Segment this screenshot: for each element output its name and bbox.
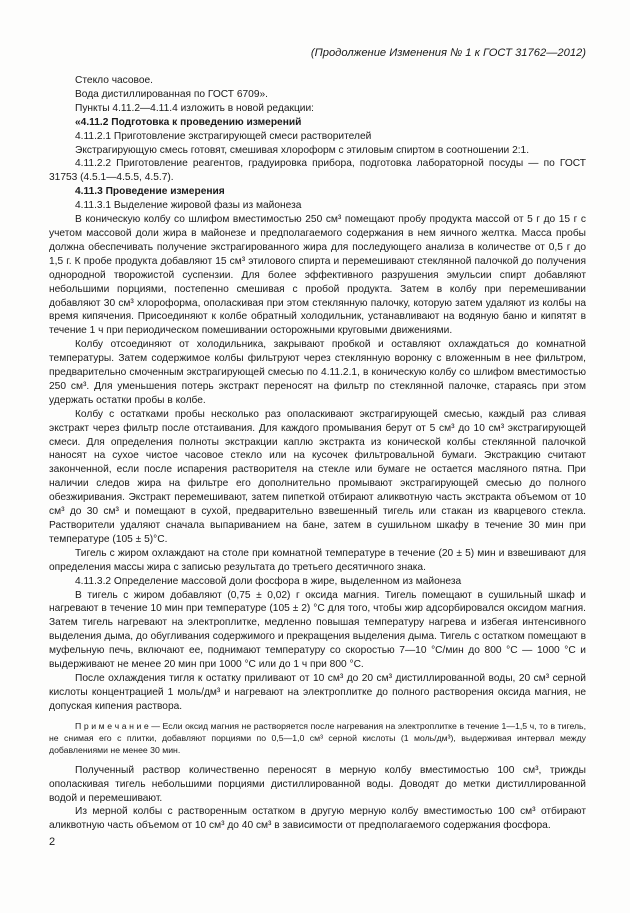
paragraph-list bbox=[49, 74, 586, 714]
paragraph: 4.11.3.2 Определение массовой доли фосфора в жире, выделенном из майонеза bbox=[75, 575, 462, 587]
running-header: (Продолжение Изменения № 1 к ГОСТ 31762—2012) bbox=[310, 47, 586, 59]
paragraph: Пункты 4.11.2—4.11.4 изложить в новой редакции: bbox=[75, 102, 314, 114]
page-number: 2 bbox=[49, 836, 56, 848]
paragraph-list-after-note bbox=[49, 764, 586, 834]
note: П р и м е ч а н и е — Если оксид магния не растворяется после нагревания на электроплитке в течение 1—1,5 ч, то в тигель, не снимая его с плитки, добавляют порциями по 0,5—1,0 см³ серной кислоты (1 моль/дм³), выдерживая интервал между добавлениями не менее 30 мин. bbox=[49, 720, 586, 755]
section-heading: 4.11.3 Проведение измерения bbox=[75, 186, 225, 198]
paragraph: После охлаждения тигля к остатку приливают от 10 см³ до 20 см³ дистиллированной воды, 20 см³ серной кислоты концентрацией 1 моль/дм³ и нагревают на электроплитке до полного растворения оксида магния, не допуская кипения раствора. bbox=[49, 672, 586, 712]
paragraph: Экстрагирующую смесь готовят, смешивая хлороформ с этиловым спиртом в соотношении 2:1. bbox=[75, 144, 530, 156]
paragraph: Колбу с остатками пробы несколько раз ополаскивают экстрагирующей смесью, каждый раз сливая экстракт через фильтр после отстаивания. Для каждого промывания берут от 5 см³ до 10 см³ экстрагирующей смеси. Для определения полноты экстракции каплю экстракта из конической колбы стеклянной палочкой наносят на сухое чистое часовое стекло или на кусочек фильтровальной бумаги. Экстракцию считают законченной, если после испарения растворителя на стекле или бумаге не остается масляного пятна. При наличии следов жира на фильтре его дополнительно промывают экстрагирующей смесью до полного обезжиривания. Экстракт перемешивают, затем пипеткой отбирают аликвотную часть экстракта объемом от 10 см³ до 30 см³ и помещают в сухой, предварительно взвешенный тигель или стакан из кварцевого стекла. Растворители удаляют сначала выпариванием на бане, затем в сушильном шкафу в течение 30 мин при температуре (105 ± 5)°С. bbox=[49, 408, 586, 545]
paragraph: Вода дистиллированная по ГОСТ 6709». bbox=[75, 88, 269, 100]
paragraph: Стекло часовое. bbox=[75, 75, 154, 86]
paragraph: Колбу отсоединяют от холодильника, закрывают пробкой и оставляют охлаждаться до комнатной температуры. Затем содержимое колбы фильтруют через стеклянную воронку с вложенным в нее фильтром, предварительно смоченным экстрагирующей смесью по 4.11.2.1, в коническую колбу со шлифом вместимостью 250 см³. Для уменьшения потерь экстракт переносят на фильтр по стеклянной палочке, стараясь при этом удержать остатки пробы в колбе. bbox=[49, 339, 586, 406]
paragraph: 4.11.2.2 Приготовление реагентов, градуировка прибора, подготовка лабораторной посуды — по ГОСТ 31753 (4.5.1—4.5.5, 4.5.7). bbox=[49, 158, 586, 184]
section-heading: «4.11.2 Подготовка к проведению измерений bbox=[75, 116, 302, 128]
paragraph: Тигель с жиром охлаждают на столе при комнатной температуре в течение (20 ± 5) мин и взвешивают для определения массы жира с записью результата до третьего десятичного знака. bbox=[49, 547, 586, 573]
paragraph: Из мерной колбы с растворенным остатком в другую мерную колбу вместимостью 100 см³ отбирают аликвотную часть объемом от 10 см³ до 40 см³ в зависимости от предполагаемого содержания фосфора. bbox=[49, 806, 586, 832]
paragraph: Полученный раствор количественно переносят в мерную колбу вместимостью 100 см³, трижды ополаскивая тигель небольшими порциями дистиллированной воды. Доводят до метки дистиллированной водой и перемешивают. bbox=[49, 764, 586, 804]
document-body bbox=[49, 74, 586, 833]
paragraph: В тигель с жиром добавляют (0,75 ± 0,02) г оксида магния. Тигель помещают в сушильный шкаф и нагревают в течение 10 мин при температуре (105 ± 2) °С для того, чтобы жир адсорбировался оксидом магния. Затем тигель нагревают на электроплитке, медленно повышая температуру нагрева и избегая интенсивного выделения дыма, до обугливания содержимого и прекращения выделения дыма. Тигель с остатком помещают в муфельную печь, включают ее, поднимают температуру со скоростью 7—10 °С/мин до 800 °С — 1000 °С и выдерживают не менее 20 мин при 1000 °С или до 1 ч при 800 °С. bbox=[49, 589, 586, 671]
paragraph: 4.11.3.1 Выделение жировой фазы из майонеза bbox=[75, 200, 302, 212]
paragraph: В коническую колбу со шлифом вместимостью 250 см³ помещают пробу продукта массой от 5 г до 15 г с учетом массовой доли жира в майонезе и предполагаемого содержания в нем яичного желтка. Масса пробы должна обеспечивать получение экстрагированного жира для последующего анализа в количестве от 0,5 г до 1,5 г. К пробе продукта добавляют 15 см³ этилового спирта и перемешивают стеклянной палочкой до получения однородной творожистой суспензии. Для более эффективного разрушения эмульсии спирт добавляют небольшими порциями, постепенно смешивая с пробой продукта. Затем в колбу при перемешивании добавляют 30 см³ хлороформа, ополаскивая при этом стеклянную палочку, которую затем удаляют из колбы на время кипячения. Присоединяют к колбе обратный холодильник, устанавливают на водяную баню и кипятят в течение 1 ч при периодическом помешивании осторожными круговыми движениями. bbox=[49, 214, 586, 337]
paragraph: 4.11.2.1 Приготовление экстрагирующей смеси растворителей bbox=[75, 130, 372, 142]
